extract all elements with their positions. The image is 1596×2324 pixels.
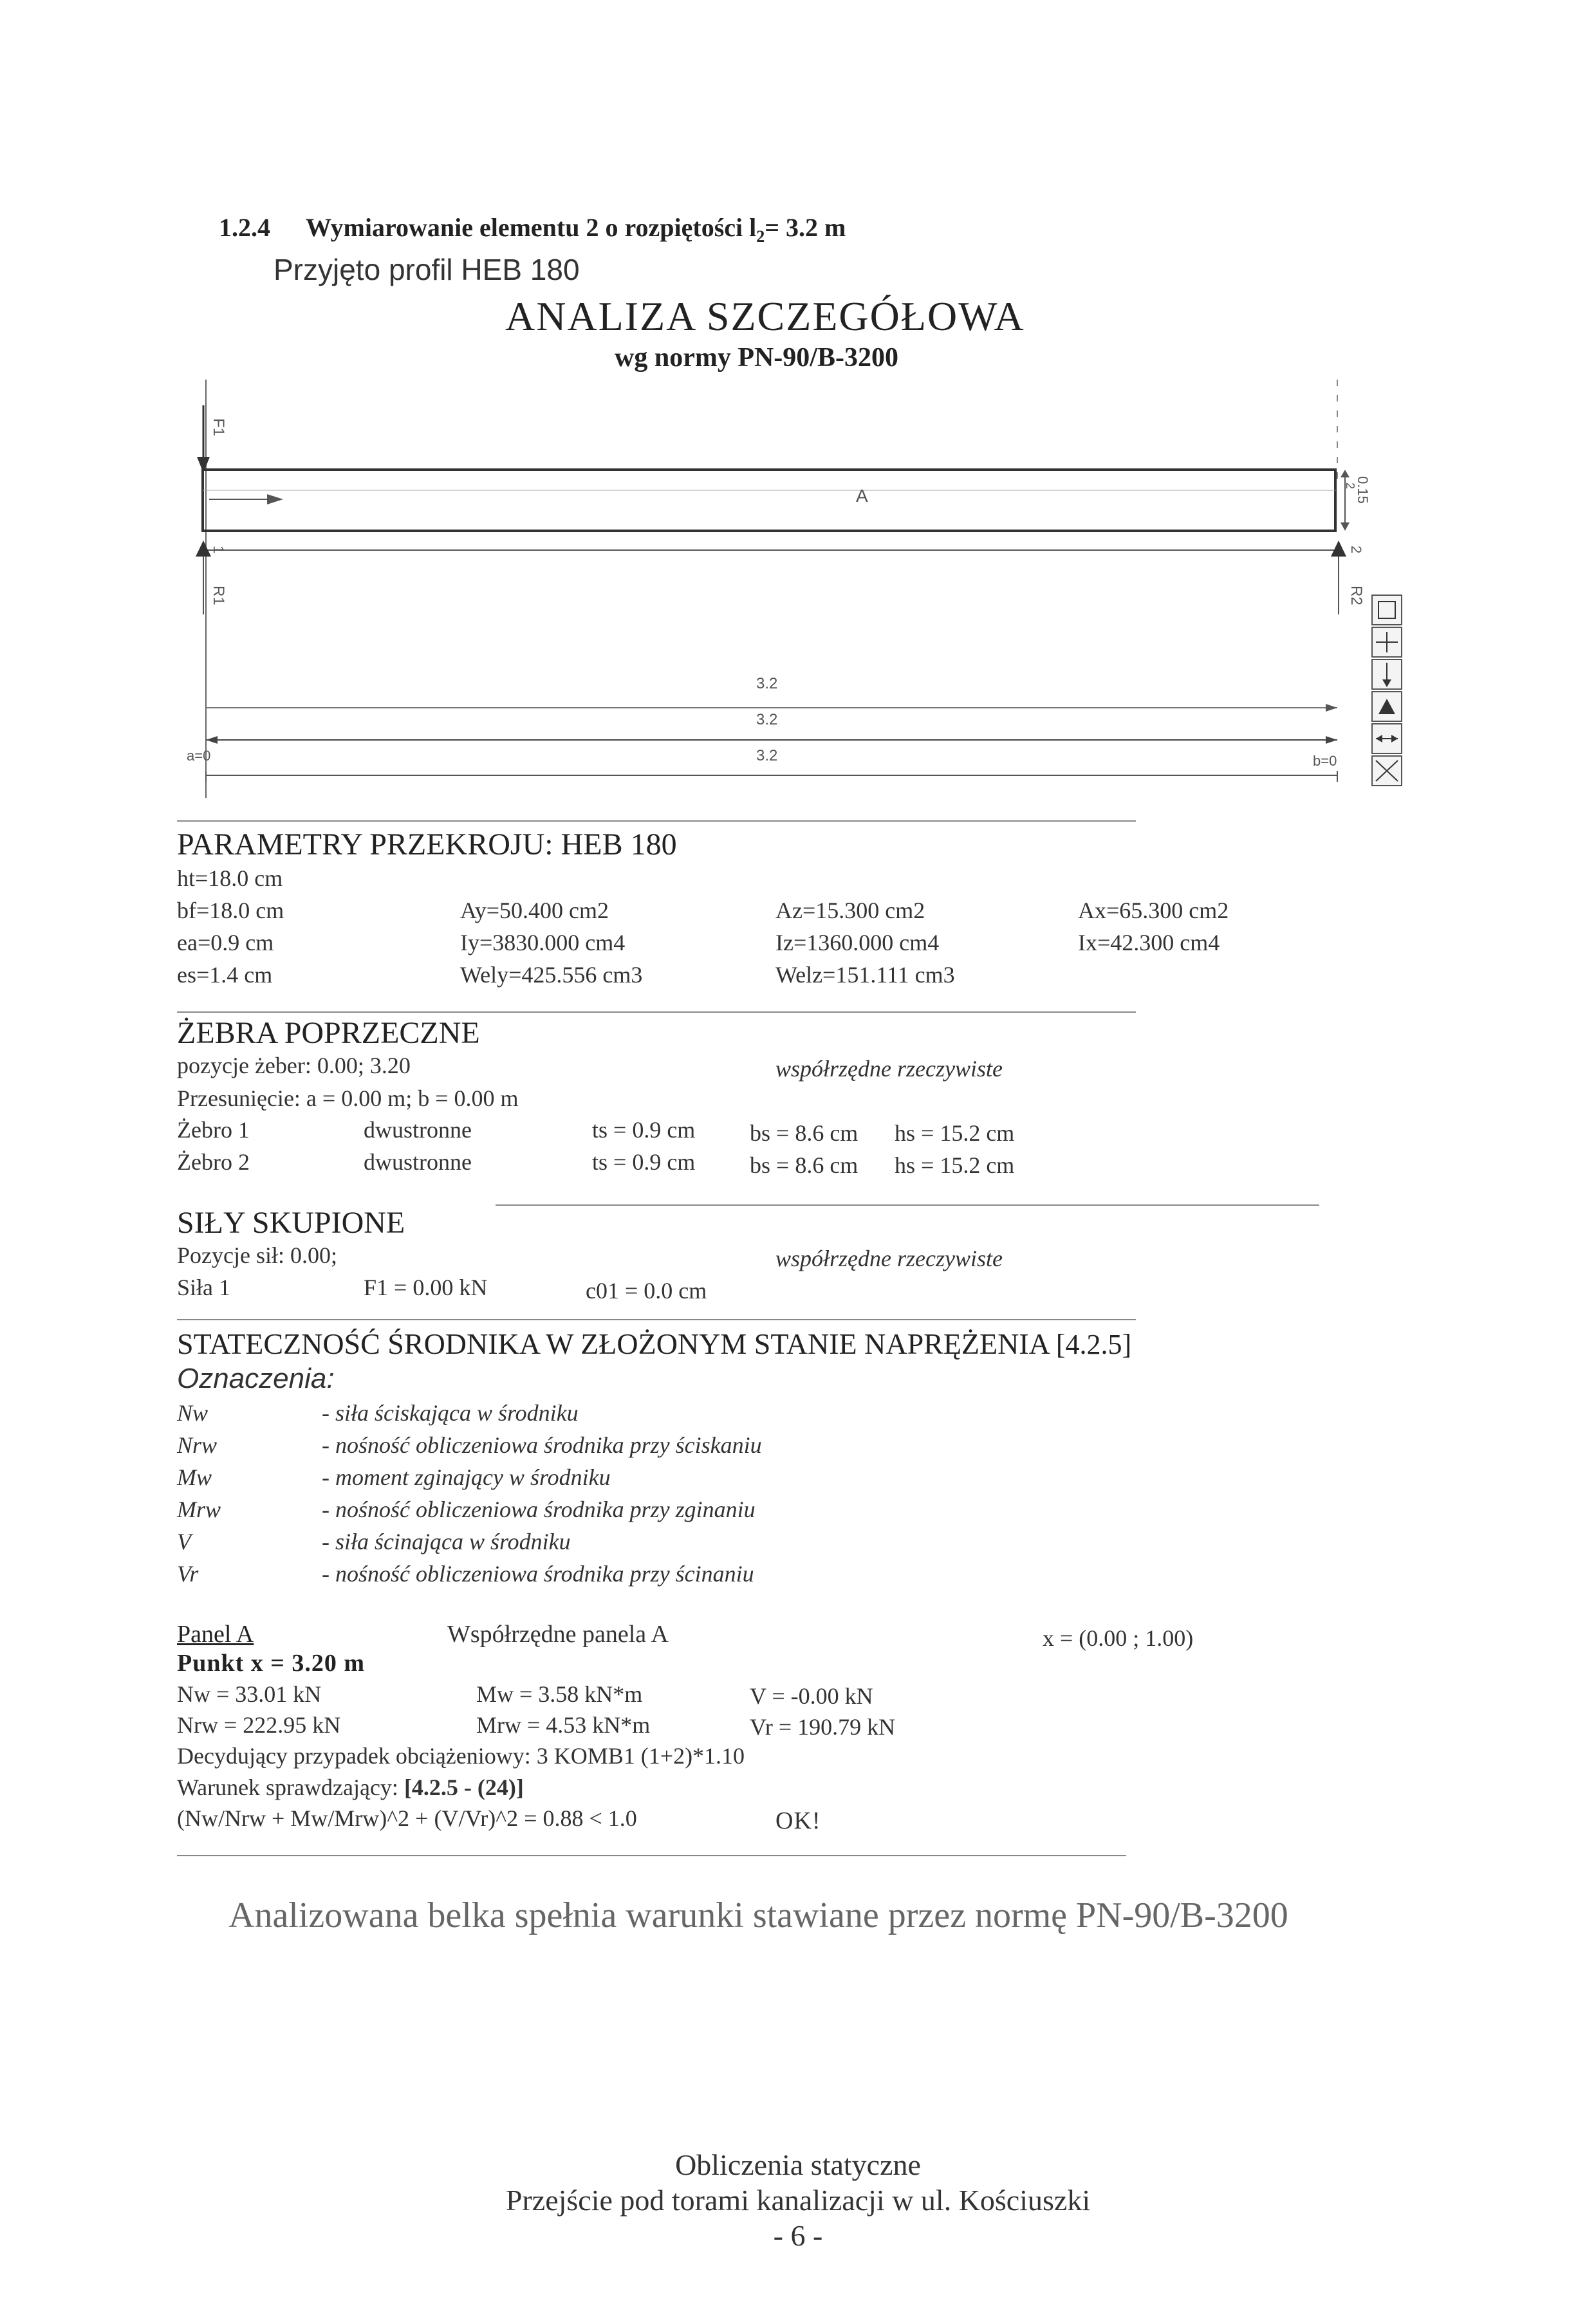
params-title-text: PARAMETRY PRZEKROJU: HEB 180	[177, 827, 677, 862]
right-small-label: 2	[1344, 483, 1357, 490]
norm-line: wg normy PN-90/B-3200	[615, 343, 898, 373]
params-title	[177, 827, 677, 862]
stability-title-text: STATECZNOŚĆ ŚRODNIKA W ZŁOŻONYM STANIE NAPRĘŻENIA	[177, 1327, 1049, 1360]
section-title-end: = 3.2 m	[765, 213, 846, 242]
legend-desc: - nośność obliczeniowa środnika przy zginaniu	[322, 1497, 756, 1522]
a-label: a=0	[187, 748, 211, 764]
force-value: F1 = 0.00 kN	[364, 1275, 488, 1300]
ribs-title: ŻEBRA POPRZECZNE	[177, 1016, 480, 1050]
param-ea: ea=0.9 cm	[177, 930, 274, 955]
panel-v: V = -0.00 kN	[750, 1683, 873, 1709]
panel-mrw: Mrw = 4.53 kN*m	[476, 1712, 651, 1738]
dim-mid: 3.2	[756, 711, 778, 728]
param-ix: Ix=42.300 cm4	[1078, 930, 1220, 955]
footer-line2: Przejście pod torami kanalizacji w ul. Kościuszki	[505, 2184, 1091, 2217]
legend-sym: Nrw	[177, 1432, 218, 1458]
force-label: F1	[210, 418, 227, 437]
force-name: Siła 1	[177, 1275, 231, 1300]
divider	[177, 820, 1136, 822]
footer-line1: Obliczenia statyczne	[675, 2148, 921, 2181]
panel-condition	[177, 1774, 524, 1801]
rib-ts: ts = 0.9 cm	[592, 1149, 696, 1175]
param-ht: ht=18.0 cm	[177, 865, 283, 891]
section-title	[306, 212, 846, 246]
condition-ref: [4.2.5 - (24)]	[404, 1775, 524, 1800]
rib-type: dwustronne	[364, 1149, 472, 1175]
support-left-icon	[196, 540, 211, 557]
section-number: 1.2.4	[219, 213, 270, 242]
legend-desc: - siła ściskająca w środniku	[322, 1400, 579, 1426]
dim-bottom: 3.2	[756, 747, 778, 764]
dim-top: 3.2	[756, 675, 778, 692]
divider	[177, 1855, 1126, 1856]
panel-label: A	[856, 486, 868, 506]
profile-note: Przyjęto profil HEB 180	[274, 253, 580, 286]
rib-hs: hs = 15.2 cm	[895, 1120, 1015, 1146]
panel-mw: Mw = 3.58 kN*m	[476, 1681, 643, 1707]
panel-nw: Nw = 33.01 kN	[177, 1681, 322, 1707]
param-iz: Iz=1360.000 cm4	[775, 930, 940, 955]
support-button[interactable]	[1372, 692, 1402, 721]
legend-sym: Vr	[177, 1561, 199, 1587]
section-button[interactable]	[1372, 756, 1402, 786]
param-wely: Wely=425.556 cm3	[460, 962, 643, 988]
legend-desc: - nośność obliczeniowa środnika przy ściskaniu	[322, 1432, 762, 1458]
conclusion-text: Analizowana belka spełnia warunki stawiane przez normę PN-90/B-3200	[228, 1895, 1288, 1935]
param-bf: bf=18.0 cm	[177, 898, 284, 923]
main-title: ANALIZA SZCZEGÓŁOWA	[505, 293, 1025, 339]
b-label: b=0	[1313, 753, 1337, 769]
param-ax: Ax=65.300 cm2	[1078, 898, 1229, 923]
legend-desc: - moment zginający w środniku	[322, 1464, 611, 1490]
divider	[177, 1011, 1136, 1013]
node-left: 1	[210, 546, 227, 554]
beam-diagram-svg	[174, 367, 1435, 804]
rib-name: Żebro 1	[177, 1117, 250, 1143]
right-dim-label: 0.15	[1355, 476, 1371, 504]
dimension-button[interactable]	[1372, 627, 1402, 657]
legend-sym: Mrw	[177, 1497, 221, 1522]
panel-formula: (Nw/Nrw + Mw/Mrw)^2 + (V/Vr)^2 = 0.88 < 1.0	[177, 1805, 637, 1831]
rib-name: Żebro 2	[177, 1149, 250, 1175]
legend-title: Oznaczenia:	[177, 1363, 335, 1394]
support-right-label: R2	[1348, 586, 1365, 605]
param-az: Az=15.300 cm2	[775, 898, 925, 923]
condition-label: Warunek sprawdzający:	[177, 1775, 404, 1800]
span-button[interactable]	[1372, 724, 1402, 753]
section-title-sub: 2	[756, 227, 765, 246]
param-iy: Iy=3830.000 cm4	[460, 930, 626, 955]
panel-nrw: Nrw = 222.95 kN	[177, 1712, 341, 1738]
support-left-label: R1	[210, 586, 227, 605]
diagram-toolbar	[1372, 595, 1402, 786]
legend-desc: - siła ścinająca w środniku	[322, 1529, 571, 1554]
rib-bs: bs = 8.6 cm	[750, 1152, 858, 1178]
legend-sym: V	[177, 1529, 191, 1554]
page-number: - 6 -	[773, 2219, 823, 2252]
panel-x-range: x = (0.00 ; 1.00)	[1043, 1625, 1194, 1651]
forces-positions: Pozycje sił: 0.00;	[177, 1242, 337, 1268]
stability-title	[177, 1327, 1131, 1361]
support-right-icon	[1331, 540, 1346, 557]
zoom-region-button[interactable]	[1372, 595, 1402, 625]
rib-row	[177, 1116, 1078, 1148]
node-right: 2	[1348, 546, 1364, 554]
force-button[interactable]	[1372, 659, 1402, 689]
param-ay: Ay=50.400 cm2	[460, 898, 609, 923]
ribs-shift: Przesunięcie: a = 0.00 m; b = 0.00 m	[177, 1085, 519, 1111]
rib-hs: hs = 15.2 cm	[895, 1152, 1015, 1178]
legend-sym: Nw	[177, 1400, 209, 1426]
rib-type: dwustronne	[364, 1117, 472, 1143]
section-title-main: Wymiarowanie elementu 2 o rozpiętości l	[306, 213, 757, 242]
force-coord: c01 = 0.0 cm	[586, 1278, 707, 1304]
panel-decisive: Decydujący przypadek obciążeniowy: 3 KOMB1 (1+2)*1.10	[177, 1743, 745, 1769]
legend-desc: - nośność obliczeniowa środnika przy ścinaniu	[322, 1561, 754, 1587]
divider	[177, 1319, 1136, 1320]
rib-ts: ts = 0.9 cm	[592, 1117, 696, 1143]
param-es: es=1.4 cm	[177, 962, 273, 988]
rib-row	[177, 1148, 1078, 1181]
stability-ref: [4.2.5]	[1055, 1329, 1132, 1360]
divider	[496, 1204, 1319, 1206]
param-welz: Welz=151.111 cm3	[775, 962, 955, 988]
rib-bs: bs = 8.6 cm	[750, 1120, 858, 1146]
panel-coords-label: Współrzędne panela A	[447, 1621, 669, 1648]
ribs-coords-note: współrzędne rzeczywiste	[775, 1056, 1003, 1082]
panel-vr: Vr = 190.79 kN	[750, 1714, 896, 1740]
beam-diagram	[174, 367, 1435, 804]
panel-ok: OK!	[775, 1807, 821, 1834]
legend-sym: Mw	[177, 1464, 212, 1490]
panel-title: Panel A	[177, 1621, 254, 1648]
ribs-positions: pozycje żeber: 0.00; 3.20	[177, 1053, 411, 1078]
forces-title: SIŁY SKUPIONE	[177, 1206, 405, 1240]
panel-point: Punkt x = 3.20 m	[177, 1650, 366, 1677]
forces-coords-note: współrzędne rzeczywiste	[775, 1246, 1003, 1271]
